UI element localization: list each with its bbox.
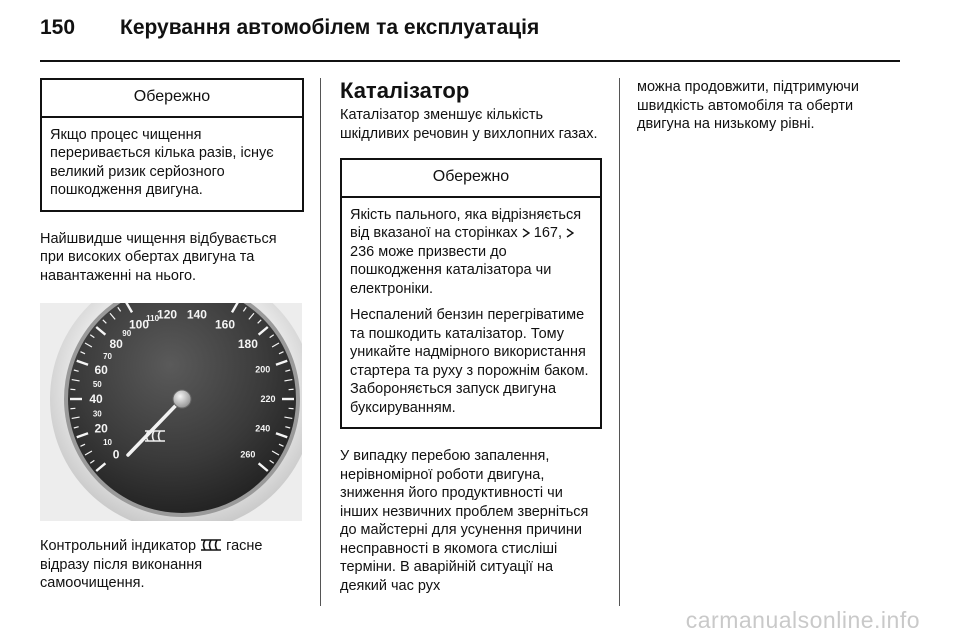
gauge-label: 100 — [128, 317, 150, 332]
column-divider-1 — [320, 78, 321, 606]
speedometer-illustration — [40, 303, 302, 521]
cleaning-paragraph: Найшвидше чищення відбувається при високих обертах двигуна та навантаженні на нього. — [40, 230, 277, 284]
gauge-label: 70 — [103, 351, 112, 361]
gauge-label: 120 — [157, 307, 178, 322]
section-heading-catalyst: Каталізатор — [340, 78, 470, 103]
gauge-label: 140 — [186, 307, 207, 322]
warning-fuel-text-a: Якість пального, яка відрізняється від вказаної на сторінках — [350, 206, 582, 241]
column-2 — [340, 78, 602, 595]
continue-paragraph: можна продовжити, підтримуючи швидкість автомобіля та оберти двигуна на низькому рівні. — [637, 79, 859, 132]
misfire-paragraph: У випадку перебою запалення, нерівномірної роботи двигуна, зниження його продуктивності чи інших незвичних проблем зверніться до майстерні для усунення причини несправності в якомога стисліші терміни. В аварійній ситуації на деякий час рух — [340, 448, 589, 594]
gauge-label: 60 — [94, 362, 108, 377]
gauge-label: 20 — [94, 421, 108, 436]
column-divider-2 — [619, 78, 620, 606]
page-reference-link[interactable]: 236 — [350, 243, 375, 260]
page-title: Керування автомобілем та експлуатація — [120, 16, 540, 39]
page-reference-link[interactable]: 167 — [533, 225, 558, 241]
gauge-label: 30 — [92, 409, 102, 419]
gauge-label: 200 — [255, 364, 271, 375]
gauge-label: 80 — [109, 336, 123, 351]
warning-body — [342, 198, 600, 428]
gauge-label: 40 — [89, 392, 103, 407]
indicator-text-b: гасне відразу після виконання самоочищення. — [40, 538, 263, 591]
gauge-label: 180 — [237, 336, 258, 351]
warning-box-catalyst — [340, 158, 602, 429]
gauge-label: 50 — [92, 379, 102, 389]
warning-body — [42, 118, 302, 210]
gauge-label: 240 — [255, 423, 271, 434]
warning-title: Обережно — [342, 160, 600, 198]
gauge-hub — [173, 390, 191, 408]
column-3 — [637, 78, 899, 134]
warning-fuel-text — [350, 206, 590, 299]
warning-text: Якщо процес чищення переривається кілька разів, існує великий ризик серйозного пошкодження двигуна. — [50, 126, 274, 198]
gauge-label: 260 — [240, 449, 256, 460]
warning-fuel-text-2: Неспалений бензин перегріватиме та пошкодить каталізатор. Тому уникайте надмірного використання стартера та руху з порожнім баком. Забороняється запуск двигуна буксируванням. — [350, 307, 589, 416]
page-reference-arrow-icon — [566, 228, 574, 238]
page-reference-arrow-icon — [522, 228, 530, 238]
header-rule — [40, 60, 900, 62]
gauge-label: 110 — [146, 313, 160, 323]
gauge-label: 160 — [214, 317, 236, 332]
gauge-label: 10 — [103, 437, 112, 447]
warning-box-engine — [40, 78, 304, 212]
indicator-text-a: Контрольний індикатор — [40, 538, 197, 554]
reference-separator: , — [557, 225, 562, 241]
page-number: 150 — [40, 16, 76, 39]
warning-title: Обережно — [42, 80, 302, 118]
catalyst-intro: Каталізатор зменшує кількість шкідливих речовин у вихлопних газах. — [340, 107, 598, 142]
gauge-label: 90 — [122, 328, 132, 338]
watermark: carmanualsonline.info — [685, 607, 920, 633]
gauge-label: 220 — [260, 394, 276, 405]
speedometer-svg — [40, 303, 302, 521]
page-header — [40, 14, 900, 50]
indicator-paragraph — [40, 537, 304, 593]
diesel-particle-filter-icon — [200, 538, 222, 552]
gauge-label: 0 — [112, 447, 120, 462]
warning-fuel-text-b: може призвести до пошкодження каталізатора чи електроніки. — [350, 243, 552, 297]
column-1 — [40, 78, 304, 593]
